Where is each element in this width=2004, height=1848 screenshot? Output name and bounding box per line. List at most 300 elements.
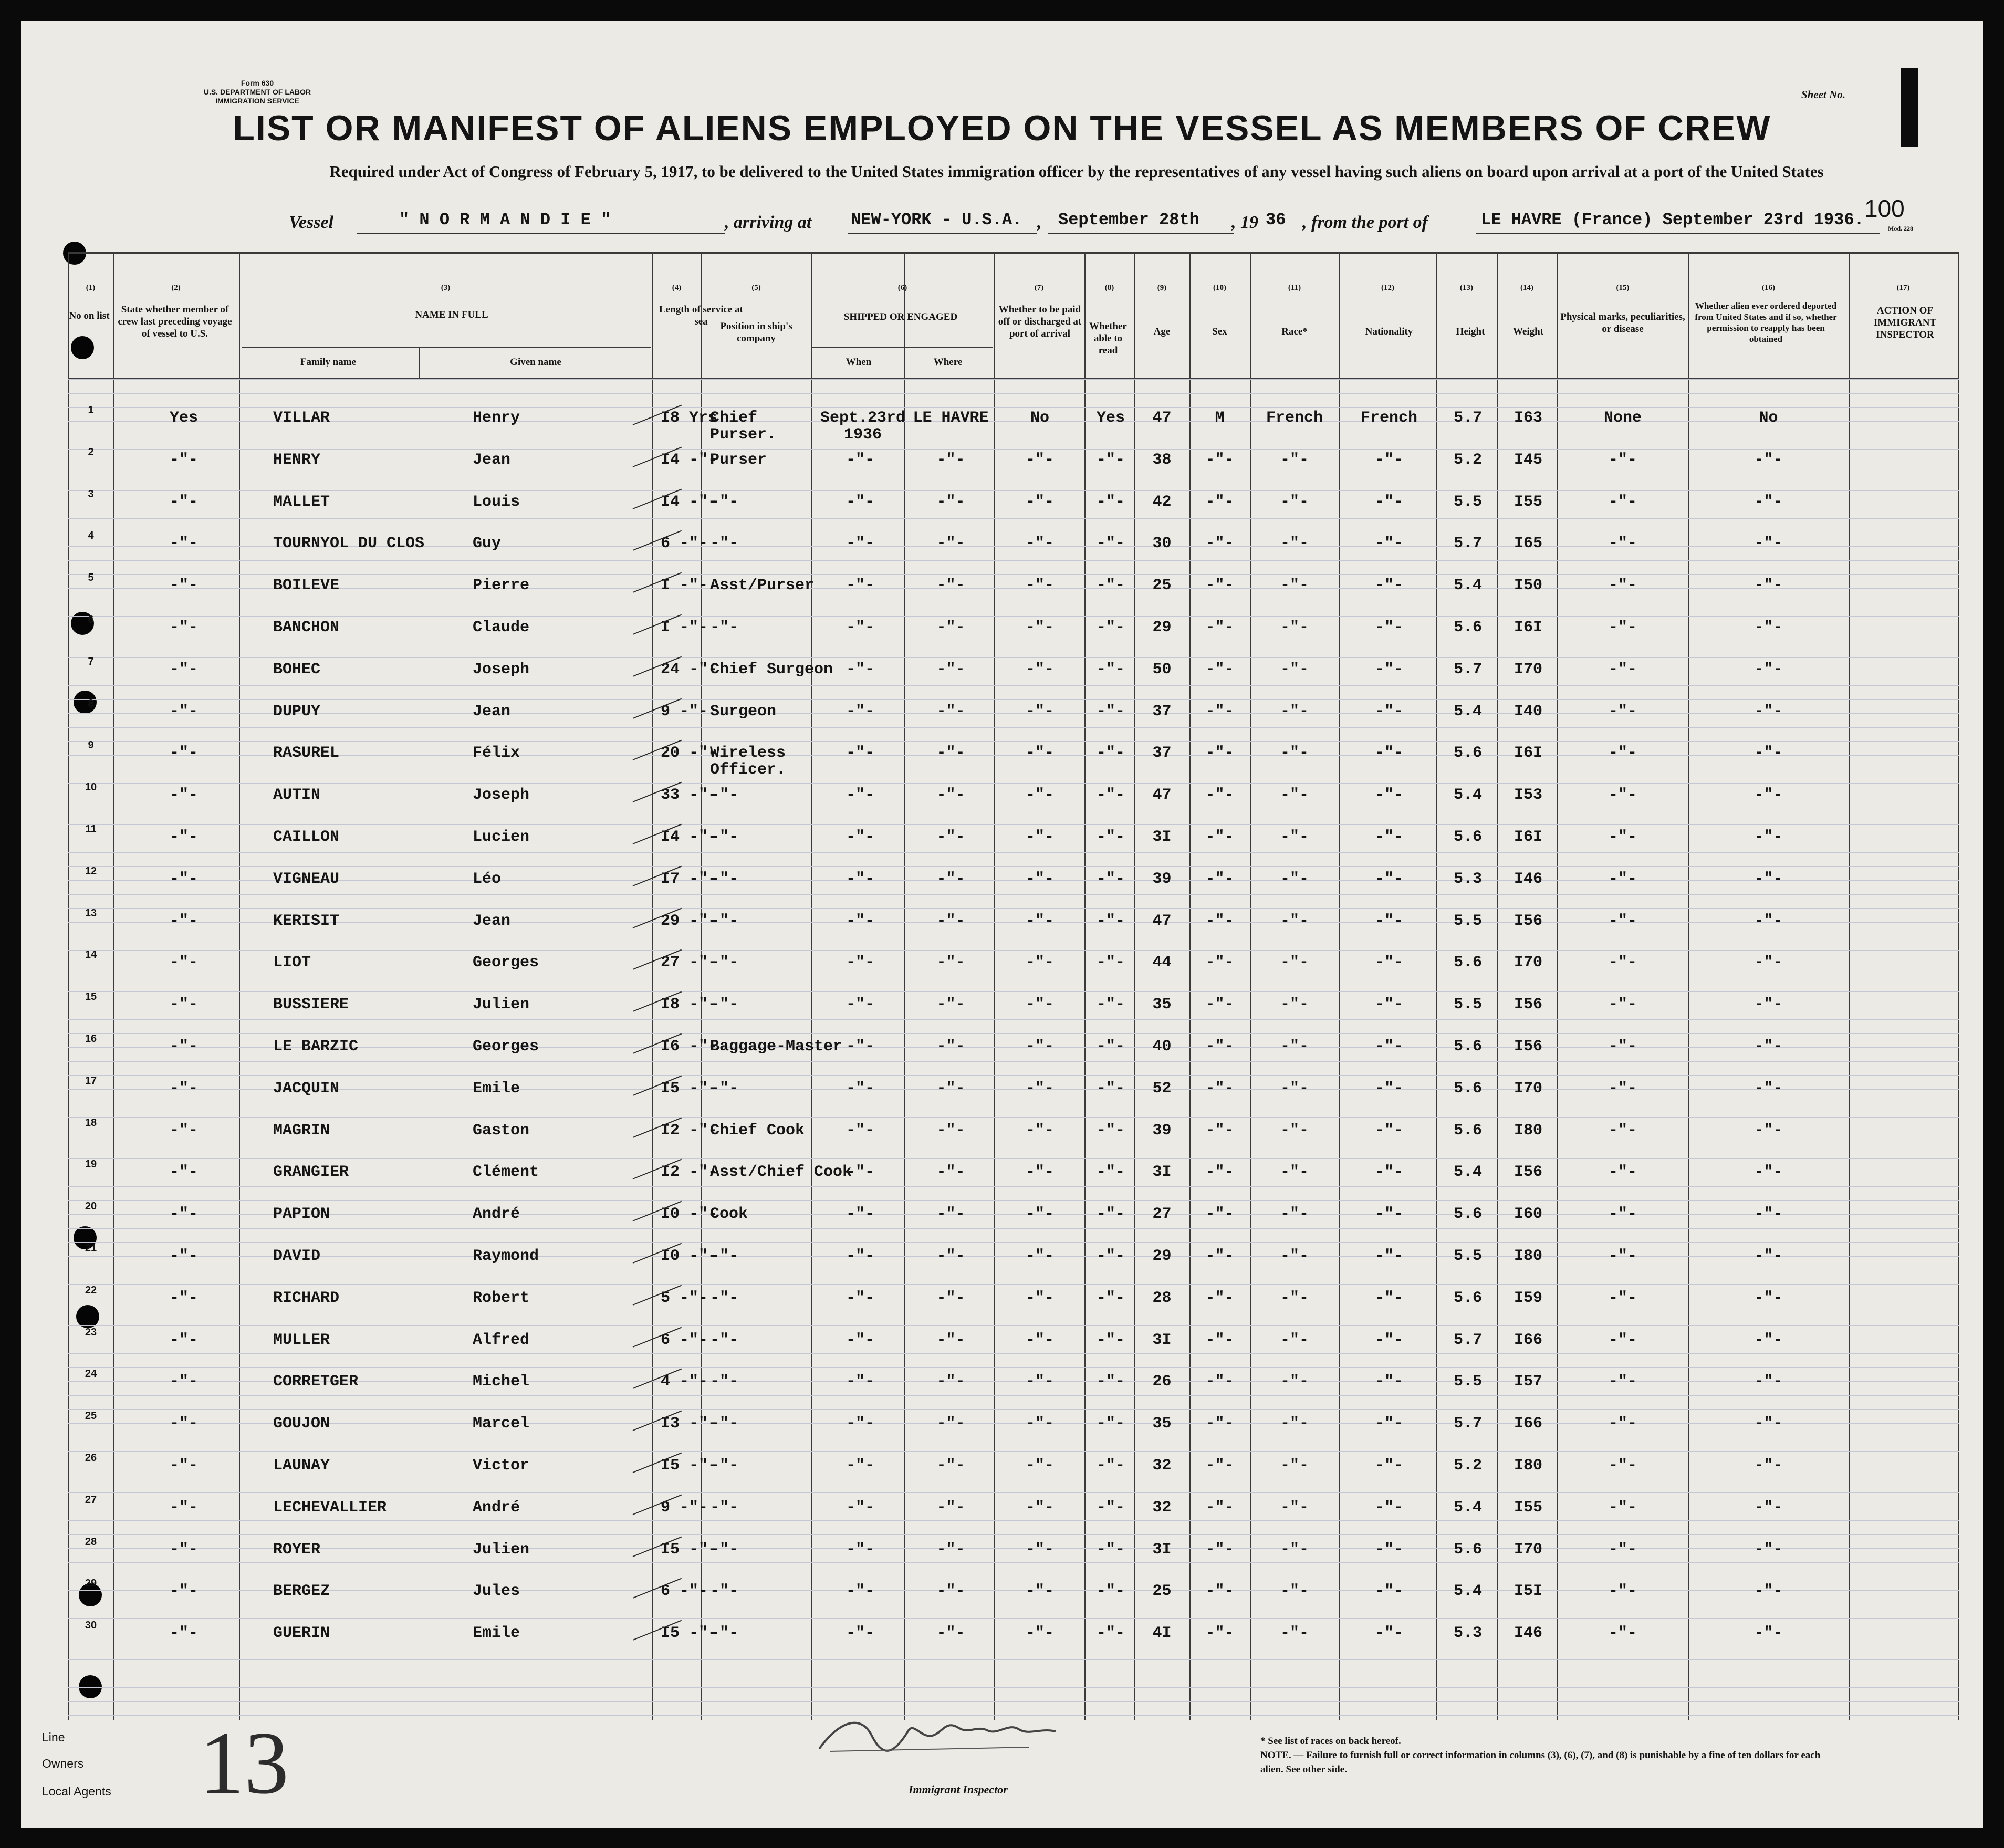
- cell-given: Marcel: [473, 1415, 530, 1433]
- row-number: 25: [85, 1410, 97, 1422]
- immigrant-inspector-label: Immigrant Inspector: [909, 1783, 1008, 1796]
- ruled-line: [68, 741, 1959, 742]
- cell-nat: -"-: [1374, 1289, 1403, 1307]
- cell-marks: -"-: [1608, 1373, 1637, 1391]
- cell-given: Joseph: [473, 660, 530, 678]
- cell-nat: -"-: [1374, 1624, 1403, 1643]
- row-number: 16: [85, 1033, 97, 1045]
- cell-marks: -"-: [1608, 912, 1637, 930]
- cell-deported: -"-: [1754, 660, 1783, 678]
- cell-race: French: [1266, 409, 1323, 427]
- cell-age: 32: [1152, 1498, 1172, 1517]
- cell-sex: -"-: [1205, 1331, 1234, 1349]
- cell-given: Henry: [473, 409, 520, 427]
- cell-deported: -"-: [1754, 577, 1783, 595]
- cell-service: I8 -"-: [661, 996, 718, 1014]
- cell-position: Chief Purser.: [710, 409, 777, 444]
- cell-age: 37: [1152, 702, 1172, 721]
- cell-age: 3I: [1152, 1163, 1172, 1182]
- cell-height: 5.4: [1453, 1498, 1482, 1517]
- cell-read: -"-: [1096, 1624, 1125, 1643]
- cell-where: -"-: [936, 1373, 965, 1391]
- row-number: 4: [88, 530, 94, 542]
- cell-height: 5.6: [1453, 1121, 1482, 1140]
- header-race: Race*: [1281, 326, 1308, 337]
- ruled-line: [68, 616, 1959, 617]
- cell-age: 3I: [1152, 828, 1172, 846]
- cell-family: TOURNYOL DU CLOS: [273, 535, 425, 553]
- cell-service: I2 -"-: [661, 1121, 718, 1140]
- year-prefix: , 19: [1231, 213, 1258, 232]
- cell-marks: -"-: [1608, 1415, 1637, 1433]
- cell-crew: -"-: [169, 577, 198, 595]
- header-family: Family name: [300, 357, 357, 368]
- cell-sex: -"-: [1205, 1038, 1234, 1056]
- cell-marks: -"-: [1608, 1121, 1637, 1140]
- cell-age: 47: [1152, 409, 1172, 427]
- cell-deported: -"-: [1754, 744, 1783, 763]
- cell-where: -"-: [936, 1540, 965, 1559]
- cell-position: -"-: [710, 1247, 739, 1265]
- cell-where: -"-: [936, 786, 965, 805]
- cell-height: 5.5: [1453, 912, 1482, 930]
- ruled-line: [68, 1492, 1959, 1493]
- cell-age: 3I: [1152, 1540, 1172, 1559]
- cell-race: -"-: [1280, 744, 1309, 763]
- row-number: 15: [85, 991, 97, 1003]
- header-given: Given name: [510, 357, 561, 368]
- cell-age: 40: [1152, 1038, 1172, 1056]
- ruled-line: [68, 824, 1959, 825]
- cell-read: -"-: [1096, 577, 1125, 595]
- cell-race: -"-: [1280, 1121, 1309, 1140]
- cell-given: Georges: [473, 954, 539, 972]
- cell-family: KERISIT: [273, 912, 340, 930]
- header-no: No on list: [69, 310, 110, 321]
- cell-crew: Yes: [169, 409, 198, 427]
- column-number: (1): [86, 284, 96, 292]
- header-crew-status: State whether member of crew last preceding voyage of vessel to U.S.: [118, 304, 232, 339]
- cell-read: -"-: [1096, 996, 1125, 1014]
- cell-sex: -"-: [1205, 1289, 1234, 1307]
- header-weight: Weight: [1512, 326, 1544, 337]
- cell-height: 5.7: [1453, 660, 1482, 678]
- cell-position: -"-: [710, 996, 739, 1014]
- cell-race: -"-: [1280, 1289, 1309, 1307]
- cell-nat: -"-: [1374, 1415, 1403, 1433]
- column-number: (10): [1213, 284, 1226, 292]
- from-port-underline: [1476, 233, 1880, 234]
- cell-read: -"-: [1096, 619, 1125, 636]
- column-number: (15): [1616, 284, 1630, 292]
- header-age: Age: [1153, 326, 1171, 337]
- cell-read: -"-: [1096, 660, 1125, 678]
- cell-given: Julien: [473, 1540, 530, 1559]
- ruled-line: [68, 866, 1959, 867]
- column-rule: [419, 347, 420, 378]
- cell-given: Jean: [473, 702, 511, 721]
- arriving-label: , arriving at: [725, 213, 812, 232]
- cell-height: 5.5: [1453, 493, 1482, 511]
- cell-service: 4 -"-: [661, 1373, 708, 1391]
- ruled-line: [68, 407, 1959, 408]
- cell-marks: -"-: [1608, 1582, 1637, 1601]
- header-height: Height: [1456, 326, 1485, 337]
- cell-sex: -"-: [1205, 1247, 1234, 1265]
- cell-deported: -"-: [1754, 1079, 1783, 1098]
- row-number: 6: [88, 614, 94, 625]
- cell-given: Joseph: [473, 786, 530, 805]
- cell-paid: -"-: [1025, 870, 1054, 888]
- cell-read: -"-: [1096, 912, 1125, 930]
- row-number: 20: [85, 1200, 97, 1213]
- column-number: (13): [1460, 284, 1473, 292]
- cell-where: -"-: [936, 451, 965, 469]
- cell-crew: -"-: [169, 1498, 198, 1517]
- footer-line-label: Line: [42, 1730, 65, 1744]
- cell-nat: -"-: [1374, 954, 1403, 972]
- cell-family: PAPION: [273, 1205, 330, 1224]
- cell-when: -"-: [846, 702, 874, 721]
- row-number: 29: [85, 1578, 97, 1590]
- subheader-rule: [811, 347, 993, 348]
- cell-marks: -"-: [1608, 1540, 1637, 1559]
- cell-race: -"-: [1280, 660, 1309, 678]
- manifest-sheet: Form 630 U.S. DEPARTMENT OF LABOR IMMIGRATION SERVICE Sheet No. LIST OR MANIFEST OF ALIENS EMPLOYED ON THE VESSEL AS MEMBERS OF CREW Required under Act of Congress of February 5, 1917, to be delivered to the United States immigration officer by the representatives of any vessel having such aliens on board upon arrival at a port of the United States 100 Mod. 228 Vessel " N O R M A N D I E " , arriving at NEW-YORK - U.S.A. , September 28th , 19 36 , from the port of LE HAVRE (France) September 23rd 1936. No on list State whether member of crew last preceding voyage of vessel to U.S. NAME IN FULL Family name Given name Length of service at sea Position in ship's company SHIPPED OR ENGAGED When Where Whether to be paid off or discharged at port of arrival Whether able to read Age Sex Race* Nationality Height Weight Physical marks, peculiarities, or disease Whether alien ever ordered deported from United States and if so, whether permission to reapply has been obtained ACTION OF IMMIGRANT INSPECTOR 1 Yes VILLAR Henry I8 Yrs Chief Purser. Sept.23rd 1936 LE HAVRE No Yes 47 M French French 5.7 I63 None No 2 -"- HENRY Jean I4 -"- Purser -"- -"- -"- -"- 38 -"- -"- -"- 5.2 I45 -"- -"- 3 -"- MALLET Louis I4 -"- -"- -"- -"- -"- -"- 42 -"- -"- -"- 5.5 I55 -"- -"- 4 -"- TOURNYOL DU CLOS Guy 6 -"- -"- -"- -"- -"- -"- 30 -"- -"- -"- 5.7 I65 -"- -"- 5 -"- BOILEVE Pierre I -"- Asst/Purser -"- -"- -"- -"- 25 -"- -"- -"- 5.4 I50 -"- -"- 6 -"- BANCHON Claude I -"- -"- -"- -"- -"- -"- 29 -"- -"- -"- 5.6 I6I -"- -"- 7 -"- BOHEC Joseph 24 -"- Chief Surgeon -"- -"- -"- -"- 50 -"- -"- -"- 5.7 I70 -"- -"- 8 -"- DUPUY Jean 9 -"- Surgeon -"- -"- -"- -"- 37 -"- -"- -"- 5.4 I40 -"- -"- 9 -"- RASUREL Félix 20 -"- Wireless Officer. -"- -"- -"- -"- 37 -"- -"- -"- 5.6 I6I -"- -"- 10 -"- AUTIN Joseph 33 -"- -"- -"- -"- -"- -"- 47 -"- -"- -"- 5.4 I53 -"- -"- 11 -"- CAILLON Lucien I4 -"- -"- -"- -"- -"- -"- 3I -"- -"- -"- 5.6 I6I -"- -"- 12 -"- VIGNEAU Léo I7 -"- -"- -"- -"- -"- -"- 39 -"- -"- -"- 5.3 I46 -"- -"- 13 -"- KERISIT Jean 29 -"- -"- -"- -"- -"- -"- 47 -"- -"- -"- 5.5 I56 -"- -"- 14 -"- LIOT Georges 27 -"- -"- -"- -"- -"- -"- 44 -"- -"- -"- 5.6 I70 -"- -"- 15 -"- BUSSIERE Julien I8 -"- -"- -"- -"- -"- -"- 35 -"- -"- -"- 5.5 I56 -"- -"- 16 -"- LE BARZIC Georges I6 -"- Baggage-Master -"- -"- -"- -"- 40 -"- -"- -"- 5.6 I56 -"- -"- 17 -"- JACQUIN Emile I5 -"- -"- -"- -"- -"- -"- 52 -"- -"- -"- 5.6 I70 -"- -"- 18 -"- MAGRIN Gaston I2 -"- Chief Cook -"- -"- -"- -"- 39 -"- -"- -"- 5.6 I80 -"- -"- 19 -"- GRANGIER Clément I2 -"- Asst/Chief Cook -"- -"- -"- -"- 3I -"- -"- -"- 5.4 I56 -"- -"- 20 -"- PAPION André I0 -"- Cook -"- -"- -"- -"- 27 -"- -"- -"- 5.6 I60 -"- -"- 21 -"- DAVID Raymond I0 -"- -"- -"- -"- -"- -"- 29 -"- -"- -"- 5.5 I80 -"- -"- 22 -"- RICHARD Robert 5 -"- -"- -"- -"- -"- -"- 28 -"- -"- -"- 5.6 I59 -"- -"- 23 -"- MULLER Alfred 6 -"- -"- -"- -"- -"- -"- 3I -"- -"- -"- 5.7 I66 -"- -"- 24 -"- CORRETGER Michel 4 -"- -"- -"- -"- -"- -"- 26 -"- -"- -"- 5.5 I57 -"- -"- 25 -"- GOUJON Marcel I3 -"- -"- -"- -"- -"- -"- 35 -"- -"- -"- 5.7 I66 -"- -"- 26 -"- LAUNAY Victor I5 -"- -"- -"- -"- -"- -"- 32 -"- -"- -"- 5.2 I80 -"- -"- 27 -"- LECHEVALLIER André 9 -"- -"- -"- -"- -"- -"- 32 -"- -"- -"- 5.4 I55 -"- -"- 28 -"- ROYER Julien I5 -"- -"- -"- -"- -"- -"- 3I -"- -"- -"- 5.6 I70 -"- -"- 29 -"- BERGEZ Jules 6 -"- -"- -"- -"- -"- -"- 25 -"- -"- -"- 5.4 I5I -"- -"- 30 -"- GUERIN Emile I5 -"- -"- -"- -"- -"- -"- 4I -"- -"- -"- 5.3 I46 -"- -"- (1) (2) (3) (4) (5) (6) (7) (8) (9) (10) (11) (12) (13) (14) (15) (16) (17) Line Owners Local Agents 13 Immigrant Inspector * See list of races on back hereof. NOTE. — Failure to furnish full or correct information in columns (3), (6), (7), and (8) is punishable by a fine of ten dollars for each alien. See other side.: [21, 21, 1983, 1828]
- cell-race: -"-: [1280, 577, 1309, 595]
- cell-family: JACQUIN: [273, 1079, 340, 1098]
- ruled-line: [68, 1061, 1959, 1062]
- cell-crew: -"-: [169, 660, 198, 678]
- ruled-line: [68, 574, 1959, 575]
- ruled-line: [68, 393, 1959, 394]
- column-rule: [1134, 252, 1135, 1720]
- ruled-line: [68, 1687, 1959, 1688]
- cell-height: 5.4: [1453, 786, 1482, 805]
- cell-nat: -"-: [1374, 1498, 1403, 1517]
- row-number: 7: [88, 655, 94, 667]
- header-read: Whether able to read: [1089, 321, 1127, 356]
- department-name: U.S. DEPARTMENT OF LABOR: [203, 88, 311, 96]
- cell-deported: -"-: [1754, 1163, 1783, 1182]
- cell-family: LIOT: [273, 954, 311, 972]
- cell-nat: -"-: [1374, 1205, 1403, 1224]
- cell-sex: -"-: [1205, 744, 1234, 763]
- cell-weight: I46: [1514, 870, 1542, 888]
- ruled-line: [68, 1562, 1959, 1563]
- cell-weight: I40: [1514, 702, 1542, 721]
- cell-race: -"-: [1280, 1079, 1309, 1098]
- row-number: 14: [85, 949, 97, 961]
- column-number: (3): [441, 284, 451, 292]
- cell-service: I6 -"-: [661, 1038, 718, 1056]
- cell-age: 28: [1152, 1289, 1172, 1307]
- cell-age: 52: [1152, 1079, 1172, 1098]
- column-rule: [811, 252, 812, 1720]
- cell-when: -"-: [846, 619, 874, 636]
- cell-deported: -"-: [1754, 1038, 1783, 1056]
- cell-where: -"-: [936, 619, 965, 636]
- cell-given: Michel: [473, 1373, 530, 1391]
- form-block: [173, 79, 341, 106]
- document-title: LIST OR MANIFEST OF ALIENS EMPLOYED ON THE VESSEL AS MEMBERS OF CREW: [233, 108, 1771, 148]
- header-where: Where: [933, 357, 963, 368]
- cell-family: ROYER: [273, 1540, 321, 1559]
- cell-crew: -"-: [169, 870, 198, 888]
- cell-crew: -"-: [169, 1205, 198, 1224]
- ruled-line: [68, 1325, 1959, 1326]
- cell-sex: -"-: [1205, 786, 1234, 805]
- cell-marks: -"-: [1608, 1205, 1637, 1224]
- row-number: 10: [85, 781, 97, 794]
- cell-height: 5.5: [1453, 1247, 1482, 1265]
- column-rule: [652, 252, 653, 1720]
- cell-deported: -"-: [1754, 1247, 1783, 1265]
- cell-paid: -"-: [1025, 1121, 1054, 1140]
- cell-crew: -"-: [169, 1038, 198, 1056]
- arriving-port: NEW-YORK - U.S.A.: [851, 210, 1022, 229]
- race-note: * See list of races on back hereof.: [1260, 1736, 1401, 1747]
- header-sex: Sex: [1212, 326, 1227, 337]
- cell-paid: -"-: [1025, 1457, 1054, 1475]
- column-rule: [239, 252, 240, 1720]
- footer-agents-label: Local Agents: [42, 1784, 111, 1798]
- cell-family: GRANGIER: [273, 1163, 349, 1182]
- cell-read: -"-: [1096, 535, 1125, 553]
- column-rule: [1557, 252, 1558, 1720]
- cell-age: 26: [1152, 1373, 1172, 1391]
- cell-position: Chief Surgeon: [710, 660, 833, 678]
- cell-given: Georges: [473, 1038, 539, 1056]
- cell-weight: I5I: [1514, 1582, 1542, 1601]
- cell-deported: -"-: [1754, 786, 1783, 805]
- cell-family: LECHEVALLIER: [273, 1498, 387, 1517]
- column-number: (5): [752, 284, 761, 292]
- cell-given: Alfred: [473, 1331, 530, 1349]
- cell-paid: -"-: [1025, 1163, 1054, 1182]
- cell-race: -"-: [1280, 870, 1309, 888]
- cell-sex: -"-: [1205, 996, 1234, 1014]
- ruled-line: [68, 1075, 1959, 1076]
- cell-when: -"-: [846, 1247, 874, 1265]
- cell-service: 5 -"-: [661, 1289, 708, 1307]
- cell-given: Gaston: [473, 1121, 530, 1140]
- cell-weight: I56: [1514, 1163, 1542, 1182]
- cell-where: -"-: [936, 1247, 965, 1265]
- cell-position: -"-: [710, 1624, 739, 1643]
- cell-crew: -"-: [169, 744, 198, 763]
- row-number: 11: [85, 823, 97, 835]
- cell-service: I2 -"-: [661, 1163, 718, 1182]
- cell-paid: -"-: [1025, 451, 1054, 469]
- cell-given: Claude: [473, 619, 530, 636]
- cell-sex: -"-: [1205, 1457, 1234, 1475]
- cell-when: Sept.23rd 1936: [820, 409, 906, 444]
- header-when: When: [846, 357, 872, 368]
- cell-marks: -"-: [1608, 786, 1637, 805]
- cell-sex: -"-: [1205, 1498, 1234, 1517]
- cell-age: 47: [1152, 912, 1172, 930]
- cell-age: 38: [1152, 451, 1172, 469]
- cell-position: Wireless Officer.: [710, 744, 786, 779]
- ruled-line: [68, 1395, 1959, 1396]
- cell-paid: -"-: [1025, 1079, 1054, 1098]
- cell-service: 33 -"-: [661, 786, 718, 805]
- cell-service: 6 -"-: [661, 1582, 708, 1601]
- cell-race: -"-: [1280, 912, 1309, 930]
- cell-marks: -"-: [1608, 702, 1637, 721]
- cell-sex: -"-: [1205, 451, 1234, 469]
- cell-service: 20 -"-: [661, 744, 718, 763]
- cell-position: -"-: [710, 1289, 739, 1307]
- cell-crew: -"-: [169, 828, 198, 846]
- cell-age: 32: [1152, 1457, 1172, 1475]
- cell-race: -"-: [1280, 1163, 1309, 1182]
- cell-height: 5.3: [1453, 1624, 1482, 1643]
- cell-height: 5.6: [1453, 1038, 1482, 1056]
- cell-crew: -"-: [169, 1373, 198, 1391]
- cell-where: -"-: [936, 1205, 965, 1224]
- ruled-line: [68, 490, 1959, 491]
- ruled-line: [68, 852, 1959, 853]
- cell-service: 9 -"-: [661, 702, 708, 721]
- cell-given: Louis: [473, 493, 520, 511]
- cell-crew: -"-: [169, 786, 198, 805]
- cell-position: Baggage-Master: [710, 1038, 843, 1056]
- cell-where: -"-: [936, 1415, 965, 1433]
- cell-service: I5 -"-: [661, 1540, 718, 1559]
- cell-height: 5.5: [1453, 996, 1482, 1014]
- cell-sex: -"-: [1205, 535, 1234, 553]
- cell-position: -"-: [710, 1331, 739, 1349]
- column-number: (14): [1520, 284, 1533, 292]
- cell-where: -"-: [936, 1457, 965, 1475]
- header-position: Position in ship's company: [720, 321, 792, 344]
- header-action: ACTION OF IMMIGRANT INSPECTOR: [1873, 305, 1937, 340]
- cell-when: -"-: [846, 786, 874, 805]
- cell-sex: -"-: [1205, 912, 1234, 930]
- ruled-line: [68, 1409, 1959, 1410]
- cell-nat: -"-: [1374, 1582, 1403, 1601]
- cell-nat: -"-: [1374, 1540, 1403, 1559]
- cell-where: -"-: [936, 1624, 965, 1643]
- column-rule: [1849, 252, 1850, 1720]
- column-rule: [1436, 252, 1437, 1720]
- cell-family: MULLER: [273, 1331, 330, 1349]
- cell-when: -"-: [846, 1624, 874, 1643]
- cell-height: 5.3: [1453, 870, 1482, 888]
- column-rule: [1688, 252, 1689, 1720]
- cell-where: -"-: [936, 1079, 965, 1098]
- ruled-line: [68, 1367, 1959, 1368]
- cell-paid: -"-: [1025, 744, 1054, 763]
- cell-height: 5.2: [1453, 451, 1482, 469]
- cell-paid: -"-: [1025, 1289, 1054, 1307]
- row-number: 2: [88, 446, 94, 458]
- cell-read: -"-: [1096, 1331, 1125, 1349]
- ruled-line: [68, 950, 1959, 951]
- ruled-line: [68, 560, 1959, 561]
- cell-when: -"-: [846, 577, 874, 595]
- ruled-line: [68, 1186, 1959, 1187]
- header-marks: Physical marks, peculiarities, or disease: [1560, 311, 1685, 335]
- cell-given: Emile: [473, 1079, 520, 1098]
- service-name: IMMIGRATION SERVICE: [215, 97, 299, 105]
- cell-paid: -"-: [1025, 619, 1054, 636]
- cell-deported: -"-: [1754, 912, 1783, 930]
- cell-when: -"-: [846, 1121, 874, 1140]
- cell-given: Félix: [473, 744, 520, 763]
- cell-when: -"-: [846, 493, 874, 511]
- header-service: Length of service at sea: [659, 304, 743, 327]
- cell-race: -"-: [1280, 954, 1309, 972]
- cell-when: -"-: [846, 451, 874, 469]
- header-shipped: SHIPPED OR ENGAGED: [843, 311, 958, 322]
- cell-weight: I56: [1514, 912, 1542, 930]
- cell-when: -"-: [846, 1457, 874, 1475]
- cell-given: Pierre: [473, 577, 530, 595]
- cell-paid: -"-: [1025, 1582, 1054, 1601]
- cell-crew: -"-: [169, 1121, 198, 1140]
- cell-read: -"-: [1096, 1121, 1125, 1140]
- cell-nat: -"-: [1374, 1331, 1403, 1349]
- row-number: 1: [88, 404, 94, 416]
- cell-age: 42: [1152, 493, 1172, 511]
- cell-deported: -"-: [1754, 1331, 1783, 1349]
- ruled-line: [68, 518, 1959, 519]
- cell-marks: -"-: [1608, 1079, 1637, 1098]
- cell-when: -"-: [846, 1038, 874, 1056]
- cell-where: -"-: [936, 1498, 965, 1517]
- cell-race: -"-: [1280, 1373, 1309, 1391]
- cell-nat: -"-: [1374, 912, 1403, 930]
- cell-position: -"-: [710, 828, 739, 846]
- cell-family: MAGRIN: [273, 1121, 330, 1140]
- cell-race: -"-: [1280, 535, 1309, 553]
- cell-when: -"-: [846, 912, 874, 930]
- cell-weight: I66: [1514, 1331, 1542, 1349]
- cell-height: 5.4: [1453, 1582, 1482, 1601]
- cell-nat: -"-: [1374, 535, 1403, 553]
- cell-weight: I70: [1514, 1079, 1542, 1098]
- cell-paid: -"-: [1025, 786, 1054, 805]
- cell-marks: -"-: [1608, 619, 1637, 636]
- cell-family: BOILEVE: [273, 577, 340, 595]
- cell-sex: -"-: [1205, 1624, 1234, 1643]
- cell-deported: -"-: [1754, 828, 1783, 846]
- cell-race: -"-: [1280, 451, 1309, 469]
- arrival-date: September 28th: [1058, 210, 1199, 229]
- cell-when: -"-: [846, 954, 874, 972]
- cell-given: Emile: [473, 1624, 520, 1643]
- vessel-name: " N O R M A N D I E ": [399, 210, 611, 229]
- cell-race: -"-: [1280, 702, 1309, 721]
- cell-family: LE BARZIC: [273, 1038, 359, 1056]
- ruled-line: [68, 1033, 1959, 1034]
- cell-height: 5.6: [1453, 828, 1482, 846]
- row-number: 23: [85, 1326, 97, 1338]
- cell-family: LAUNAY: [273, 1457, 330, 1475]
- cell-service: I8 Yrs: [661, 409, 718, 427]
- cell-service: I -"-: [661, 619, 708, 636]
- cell-race: -"-: [1280, 1457, 1309, 1475]
- cell-deported: -"-: [1754, 1540, 1783, 1559]
- cell-weight: I6I: [1514, 828, 1542, 846]
- cell-family: RASUREL: [273, 744, 340, 763]
- cell-when: -"-: [846, 1582, 874, 1601]
- cell-where: -"-: [936, 1582, 965, 1601]
- cell-marks: -"-: [1608, 1163, 1637, 1182]
